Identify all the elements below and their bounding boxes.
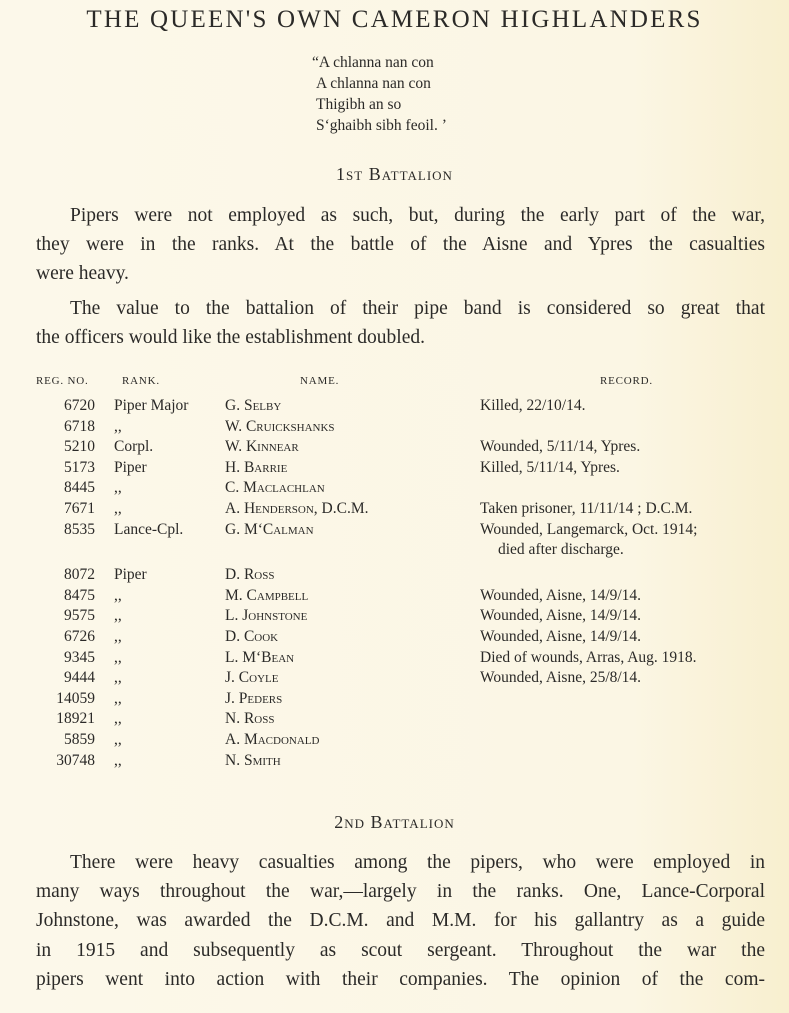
reg-no-cell: 8072 bbox=[64, 566, 95, 584]
rank-cell: ,, bbox=[114, 710, 122, 728]
rank-cell: Piper bbox=[114, 566, 147, 584]
verse-line: S‘ghaibh sibh feoil. ’ bbox=[316, 117, 447, 134]
reg-no-cell: 6718 bbox=[64, 417, 95, 435]
record-cell: Killed, 5/11/14, Ypres. bbox=[480, 458, 620, 476]
table-row bbox=[0, 751, 789, 772]
record-cell: Wounded, Aisne, 14/9/14. bbox=[480, 607, 642, 625]
paragraph bbox=[36, 848, 765, 994]
name-cell: G. Selby bbox=[225, 397, 282, 414]
table-header bbox=[0, 370, 789, 396]
reg-no-cell: 8445 bbox=[64, 479, 95, 497]
record-cell: Wounded, Aisne, 14/9/14. bbox=[480, 627, 642, 645]
name-cell: N. Ross bbox=[225, 710, 275, 728]
reg-no-cell: 18921 bbox=[56, 710, 95, 728]
name-cell: D. Ross bbox=[225, 566, 275, 584]
header-name: NAME. bbox=[300, 375, 340, 387]
text-line: the officers would like the establishment doubled. bbox=[36, 327, 426, 349]
table-row bbox=[0, 586, 789, 607]
reg-no-cell: 9345 bbox=[64, 648, 95, 666]
page-title: THE QUEEN'S OWN CAMERON HIGHLANDERS bbox=[86, 6, 703, 33]
rank-cell: ,, bbox=[114, 607, 122, 625]
paragraph bbox=[36, 294, 765, 352]
rank-cell: ,, bbox=[114, 751, 122, 769]
rank-cell: ,, bbox=[114, 648, 122, 666]
table-row bbox=[0, 627, 789, 648]
rank-cell: Lance-Cpl. bbox=[114, 520, 184, 538]
text-line: many ways throughout the war,—largely in the ranks. One, Lance-Corporal bbox=[36, 881, 765, 903]
record-cell: Wounded, Aisne, 14/9/14. bbox=[480, 586, 642, 604]
text-line: Pipers were not employed as such, but, during the early part of the war, bbox=[70, 205, 765, 226]
name-cell: J. Coyle bbox=[225, 669, 279, 687]
reg-no-cell: 9444 bbox=[64, 669, 95, 687]
reg-no-cell: 7671 bbox=[64, 499, 95, 517]
name-cell: W. Cruickshanks bbox=[225, 417, 335, 435]
table-row bbox=[0, 520, 789, 541]
table-row bbox=[0, 565, 789, 586]
reg-no-cell: 5210 bbox=[64, 438, 95, 456]
text-line: There were heavy casualties among the pipers, who were employed in bbox=[70, 852, 765, 873]
rank-cell: Corpl. bbox=[114, 438, 154, 456]
header-reg-no: REG. NO. bbox=[36, 375, 89, 387]
text-line: The value to the battalion of their pipe band is considered so great that bbox=[70, 298, 765, 319]
name-cell: W. Kinnear bbox=[225, 438, 299, 456]
header-record: RECORD. bbox=[600, 375, 653, 387]
rank-cell: ,, bbox=[114, 417, 122, 435]
table-row bbox=[0, 396, 789, 417]
pipers-roll-table bbox=[0, 370, 789, 771]
section-heading-2nd-battalion: 2nd Battalion bbox=[334, 812, 455, 832]
table-row bbox=[0, 437, 789, 458]
table-row bbox=[0, 499, 789, 520]
reg-no-cell: 30748 bbox=[56, 751, 95, 769]
record-cell: Wounded, Langemarck, Oct. 1914; bbox=[480, 520, 698, 538]
text-line: in 1915 and subsequently as scout sergeant. Throughout the war the bbox=[36, 939, 765, 961]
name-cell: C. Maclachlan bbox=[225, 479, 325, 497]
reg-no-cell: 8475 bbox=[64, 586, 95, 604]
rank-cell: ,, bbox=[114, 627, 122, 645]
rank-cell: ,, bbox=[114, 730, 122, 748]
rank-cell: ,, bbox=[114, 499, 122, 517]
reg-no-cell: 6720 bbox=[64, 397, 95, 414]
text-line: Johnstone, was awarded the D.C.M. and M.M. for his gallantry as a guide bbox=[36, 910, 765, 932]
table-row bbox=[0, 606, 789, 627]
record-cell: Wounded, Aisne, 25/8/14. bbox=[480, 669, 642, 687]
rank-cell: ,, bbox=[114, 479, 122, 497]
rank-cell: ,, bbox=[114, 689, 122, 707]
verse-line: Thigibh an so bbox=[316, 96, 402, 113]
record-cell: Wounded, 5/11/14, Ypres. bbox=[480, 438, 641, 456]
verse-line: A chlanna nan con bbox=[316, 75, 431, 92]
rank-cell: ,, bbox=[114, 669, 122, 687]
table-row bbox=[0, 689, 789, 710]
table-row-continuation bbox=[0, 540, 789, 565]
rank-cell: ,, bbox=[114, 586, 122, 604]
verse-line: “A chlanna nan con bbox=[312, 54, 434, 71]
table-row bbox=[0, 730, 789, 751]
name-cell: L. M‘Bean bbox=[225, 648, 295, 666]
name-cell: L. Johnstone bbox=[225, 607, 308, 625]
name-cell: N. Smith bbox=[225, 751, 281, 769]
reg-no-cell: 5859 bbox=[64, 730, 95, 748]
record-cell: died after discharge. bbox=[498, 541, 624, 559]
reg-no-cell: 8535 bbox=[64, 520, 95, 538]
name-cell: M. Campbell bbox=[225, 586, 309, 604]
name-cell: A. Henderson, D.C.M. bbox=[225, 499, 369, 517]
table-row bbox=[0, 709, 789, 730]
record-cell: Died of wounds, Arras, Aug. 1918. bbox=[480, 648, 697, 666]
text-line: were heavy. bbox=[36, 263, 129, 285]
reg-no-cell: 9575 bbox=[64, 607, 95, 625]
name-cell: D. Cook bbox=[225, 627, 279, 645]
name-cell: G. M‘Calman bbox=[225, 520, 314, 538]
table-row bbox=[0, 417, 789, 438]
rank-cell: Piper Major bbox=[114, 397, 189, 414]
table-row bbox=[0, 668, 789, 689]
table-row bbox=[0, 478, 789, 499]
name-cell: J. Peders bbox=[225, 689, 283, 707]
gaelic-verse bbox=[312, 52, 447, 136]
text-line: they were in the ranks. At the battle of the Aisne and Ypres the casualties bbox=[36, 234, 765, 256]
section-heading-1st-battalion: 1st Battalion bbox=[336, 164, 453, 184]
text-line: pipers went into action with their companies. The opinion of the com- bbox=[36, 968, 765, 990]
rank-cell: Piper bbox=[114, 458, 147, 476]
reg-no-cell: 5173 bbox=[64, 458, 95, 476]
reg-no-cell: 14059 bbox=[56, 689, 95, 707]
header-rank: RANK. bbox=[122, 375, 160, 387]
table-row bbox=[0, 648, 789, 669]
reg-no-cell: 6726 bbox=[64, 627, 95, 645]
record-cell: Taken prisoner, 11/11/14 ; D.C.M. bbox=[480, 499, 693, 517]
record-cell: Killed, 22/10/14. bbox=[480, 397, 586, 414]
paragraph bbox=[36, 201, 765, 289]
table-row bbox=[0, 458, 789, 479]
name-cell: A. Macdonald bbox=[225, 730, 320, 748]
name-cell: H. Barrie bbox=[225, 458, 288, 476]
